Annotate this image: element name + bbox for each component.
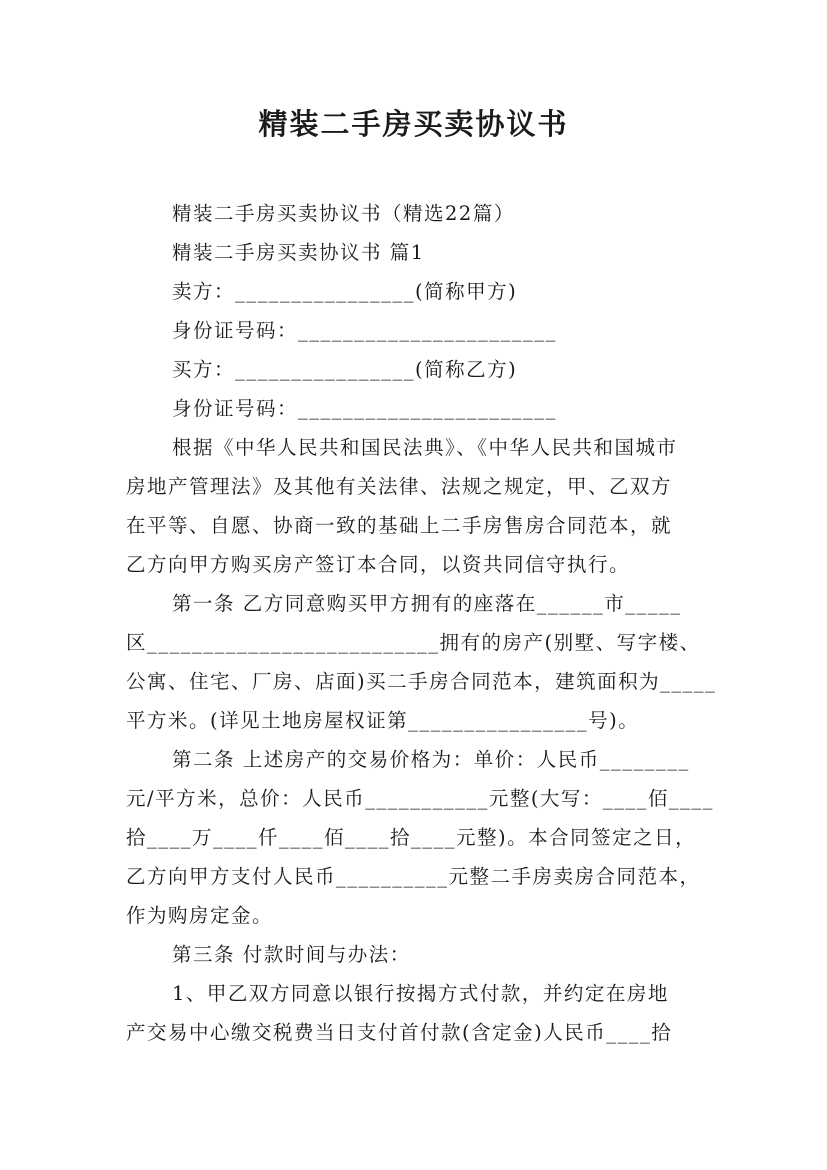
text-line: 卖方：________________(简称甲方) — [172, 280, 518, 303]
text-line: 身份证号码：_______________________ — [172, 397, 557, 420]
text-line: 身份证号码：_______________________ — [172, 319, 557, 342]
text-line: 1、甲乙双方同意以银行按揭方式付款，并约定在房地 — [172, 982, 669, 1005]
text-line: 乙方向甲方购买房产签订本合同，以资共同信守执行。 — [126, 553, 631, 576]
text-line: 拾____万____仟____佰____拾____元整)。本合同签定之日， — [126, 826, 697, 849]
text-line: 公寓、住宅、厂房、店面)买二手房合同范本，建筑面积为_____ — [126, 670, 717, 693]
text-line: 精装二手房买卖协议书（精选22篇） — [172, 202, 515, 225]
text-line: 买方：________________(简称乙方) — [172, 358, 518, 381]
text-line: 乙方向甲方支付人民币__________元整二手房卖房合同范本， — [126, 865, 701, 888]
text-line: 元/平方米，总价：人民币___________元整(大写：____佰____ — [126, 787, 714, 810]
text-line: 第三条 付款时间与办法： — [172, 943, 411, 966]
text-line: 精装二手房买卖协议书 篇1 — [172, 241, 425, 264]
text-line: 第二条 上述房产的交易价格为：单价：人民币________ — [172, 748, 690, 771]
text-line: 区__________________________拥有的房产(别墅、写字楼、 — [126, 631, 701, 654]
text-line: 在平等、自愿、协商一致的基础上二手房售房合同范本，就 — [126, 514, 673, 537]
text-line: 房地产管理法》及其他有关法律、法规之规定，甲、乙双方 — [126, 475, 673, 498]
document-title: 精装二手房买卖协议书 — [258, 107, 569, 141]
text-line: 第一条 乙方同意购买甲方拥有的座落在______市_____ — [172, 592, 682, 615]
text-line: 平方米。(详见土地房屋权证第________________号)。 — [126, 709, 640, 732]
text-line: 产交易中心缴交税费当日支付首付款(含定金)人民币____拾 — [126, 1021, 673, 1044]
text-line: 作为购房定金。 — [126, 904, 274, 927]
text-line: 根据《中华人民共和国民法典》、《中华人民共和国城市 — [172, 436, 678, 459]
